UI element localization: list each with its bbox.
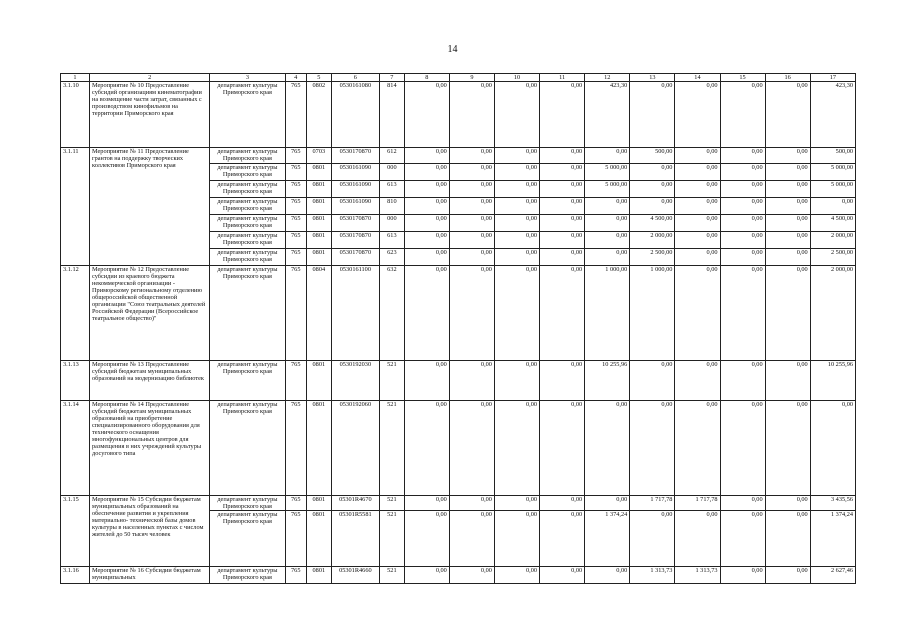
amount-cell: 0,00 — [449, 361, 494, 401]
amount-cell: 0,00 — [765, 148, 810, 164]
amount-cell: 0,00 — [449, 511, 494, 567]
department-cell: департамент культуры Приморского края — [210, 148, 285, 164]
amount-cell: 0,00 — [404, 82, 449, 148]
row-code: 3.1.12 — [61, 266, 90, 361]
column-number: 12 — [585, 74, 630, 82]
code-cell: 0801 — [306, 496, 331, 511]
department-cell: департамент культуры Приморского края — [210, 249, 285, 266]
column-number: 10 — [494, 74, 539, 82]
code-cell: 765 — [285, 361, 306, 401]
amount-cell: 500,00 — [810, 148, 855, 164]
amount-cell: 0,00 — [675, 232, 720, 249]
row-code: 3.1.11 — [61, 148, 90, 266]
table-row — [61, 567, 856, 584]
code-cell: 0703 — [306, 148, 331, 164]
table-row — [61, 361, 856, 401]
code-cell: 765 — [285, 232, 306, 249]
department-cell: департамент культуры Приморского края — [210, 215, 285, 232]
amount-cell: 0,00 — [540, 567, 585, 584]
department-cell: департамент культуры Приморского края — [210, 401, 285, 496]
amount-cell: 0,00 — [494, 401, 539, 496]
code-cell: 0530170870 — [331, 232, 379, 249]
amount-cell: 0,00 — [494, 361, 539, 401]
measure-title: Мероприятие № 10 Предоставление субсидий организациям кинематографии на возмещение части затрат, связанных с производством кинофильмов на территории Приморского края — [90, 82, 210, 148]
amount-cell: 1 000,00 — [630, 266, 675, 361]
amount-cell: 10 255,96 — [810, 361, 855, 401]
code-cell: 0801 — [306, 181, 331, 198]
amount-cell: 0,00 — [494, 511, 539, 567]
column-number: 11 — [540, 74, 585, 82]
code-cell: 765 — [285, 148, 306, 164]
amount-cell: 2 500,00 — [810, 249, 855, 266]
amount-cell: 0,00 — [765, 511, 810, 567]
amount-cell: 5 000,00 — [810, 164, 855, 181]
code-cell: 613 — [380, 232, 405, 249]
amount-cell: 0,00 — [494, 215, 539, 232]
amount-cell: 0,00 — [765, 181, 810, 198]
amount-cell: 0,00 — [404, 401, 449, 496]
amount-cell: 0,00 — [540, 496, 585, 511]
amount-cell: 1 717,78 — [675, 496, 720, 511]
amount-cell: 5 000,00 — [585, 181, 630, 198]
amount-cell: 0,00 — [449, 266, 494, 361]
code-cell: 0530161090 — [331, 198, 379, 215]
amount-cell: 0,00 — [494, 567, 539, 584]
amount-cell: 423,30 — [810, 82, 855, 148]
code-cell: 0801 — [306, 164, 331, 181]
amount-cell: 0,00 — [765, 496, 810, 511]
amount-cell: 0,00 — [404, 511, 449, 567]
code-cell: 613 — [380, 181, 405, 198]
amount-cell: 0,00 — [720, 148, 765, 164]
amount-cell: 0,00 — [675, 82, 720, 148]
row-code: 3.1.16 — [61, 567, 90, 584]
amount-cell: 0,00 — [675, 401, 720, 496]
amount-cell: 0,00 — [540, 401, 585, 496]
column-number: 14 — [675, 74, 720, 82]
department-cell: департамент культуры Приморского края — [210, 82, 285, 148]
amount-cell: 2 000,00 — [810, 232, 855, 249]
amount-cell: 0,00 — [765, 266, 810, 361]
amount-cell: 0,00 — [720, 266, 765, 361]
amount-cell: 0,00 — [540, 164, 585, 181]
amount-cell: 0,00 — [720, 215, 765, 232]
amount-cell: 2 627,46 — [810, 567, 855, 584]
amount-cell: 0,00 — [720, 401, 765, 496]
amount-cell: 0,00 — [675, 266, 720, 361]
amount-cell: 0,00 — [449, 181, 494, 198]
amount-cell: 0,00 — [404, 249, 449, 266]
code-cell: 0801 — [306, 567, 331, 584]
department-cell: департамент культуры Приморского края — [210, 164, 285, 181]
amount-cell: 0,00 — [630, 164, 675, 181]
code-cell: 765 — [285, 401, 306, 496]
amount-cell: 0,00 — [540, 232, 585, 249]
amount-cell: 0,00 — [810, 401, 855, 496]
amount-cell: 0,00 — [765, 249, 810, 266]
amount-cell: 0,00 — [720, 567, 765, 584]
amount-cell: 0,00 — [675, 361, 720, 401]
amount-cell: 4 500,00 — [810, 215, 855, 232]
budget-table — [60, 73, 856, 584]
amount-cell: 0,00 — [720, 82, 765, 148]
code-cell: 765 — [285, 164, 306, 181]
column-number: 2 — [90, 74, 210, 82]
amount-cell: 0,00 — [765, 198, 810, 215]
measure-title: Мероприятие № 16 Субсидии бюджетам муниципальных — [90, 567, 210, 584]
code-cell: 765 — [285, 266, 306, 361]
code-cell: 0530192030 — [331, 361, 379, 401]
amount-cell: 0,00 — [585, 198, 630, 215]
amount-cell: 0,00 — [494, 266, 539, 361]
amount-cell: 0,00 — [675, 249, 720, 266]
code-cell: 765 — [285, 496, 306, 511]
amount-cell: 0,00 — [494, 82, 539, 148]
amount-cell: 0,00 — [675, 215, 720, 232]
code-cell: 765 — [285, 249, 306, 266]
code-cell: 521 — [380, 496, 405, 511]
amount-cell: 0,00 — [810, 198, 855, 215]
department-cell: департамент культуры Приморского края — [210, 198, 285, 215]
amount-cell: 0,00 — [765, 567, 810, 584]
department-cell: департамент культуры Приморского края — [210, 496, 285, 511]
table-row — [61, 496, 856, 511]
amount-cell: 0,00 — [765, 82, 810, 148]
table-body — [61, 74, 856, 584]
amount-cell: 0,00 — [404, 232, 449, 249]
amount-cell: 0,00 — [494, 164, 539, 181]
code-cell: 0801 — [306, 215, 331, 232]
code-cell: 765 — [285, 215, 306, 232]
amount-cell: 0,00 — [630, 82, 675, 148]
amount-cell: 0,00 — [449, 567, 494, 584]
table-row — [61, 82, 856, 148]
amount-cell: 0,00 — [494, 181, 539, 198]
amount-cell: 0,00 — [449, 249, 494, 266]
measure-title: Мероприятие № 11 Предоставление грантов на поддержку творческих коллективов Приморского края — [90, 148, 210, 266]
amount-cell: 0,00 — [449, 401, 494, 496]
amount-cell: 0,00 — [540, 266, 585, 361]
amount-cell: 0,00 — [765, 361, 810, 401]
row-code: 3.1.14 — [61, 401, 90, 496]
amount-cell: 0,00 — [449, 198, 494, 215]
code-cell: 0802 — [306, 82, 331, 148]
measure-title: Мероприятие № 15 Субсидии бюджетам муниципальных образований на обеспечение развития и укрепления материально- технической базы домов культуры в населенных пунктах с числом жителей до 50 тысяч человек — [90, 496, 210, 567]
amount-cell: 0,00 — [494, 198, 539, 215]
code-cell: 0530161090 — [331, 164, 379, 181]
column-number: 17 — [810, 74, 855, 82]
code-cell: 521 — [380, 511, 405, 567]
amount-cell: 0,00 — [540, 215, 585, 232]
amount-cell: 0,00 — [540, 249, 585, 266]
amount-cell: 0,00 — [404, 164, 449, 181]
amount-cell: 0,00 — [540, 511, 585, 567]
code-cell: 521 — [380, 567, 405, 584]
code-cell: 765 — [285, 511, 306, 567]
amount-cell: 0,00 — [540, 148, 585, 164]
code-cell: 765 — [285, 567, 306, 584]
code-cell: 0530170870 — [331, 249, 379, 266]
amount-cell: 0,00 — [540, 198, 585, 215]
amount-cell: 0,00 — [449, 148, 494, 164]
amount-cell: 1 717,78 — [630, 496, 675, 511]
column-number: 13 — [630, 74, 675, 82]
amount-cell: 0,00 — [404, 181, 449, 198]
department-cell: департамент культуры Приморского края — [210, 181, 285, 198]
amount-cell: 0,00 — [404, 198, 449, 215]
amount-cell: 0,00 — [404, 567, 449, 584]
amount-cell: 5 000,00 — [810, 181, 855, 198]
code-cell: 0530192060 — [331, 401, 379, 496]
code-cell: 0801 — [306, 401, 331, 496]
amount-cell: 0,00 — [675, 148, 720, 164]
amount-cell: 0,00 — [449, 496, 494, 511]
column-number: 7 — [380, 74, 405, 82]
amount-cell: 0,00 — [630, 181, 675, 198]
amount-cell: 0,00 — [449, 164, 494, 181]
department-cell: департамент культуры Приморского края — [210, 361, 285, 401]
amount-cell: 0,00 — [540, 361, 585, 401]
amount-cell: 0,00 — [765, 401, 810, 496]
column-number: 9 — [449, 74, 494, 82]
column-number: 15 — [720, 74, 765, 82]
code-cell: 765 — [285, 82, 306, 148]
code-cell: 0530161090 — [331, 181, 379, 198]
amount-cell: 0,00 — [540, 82, 585, 148]
column-number: 8 — [404, 74, 449, 82]
code-cell: 000 — [380, 164, 405, 181]
amount-cell: 0,00 — [720, 249, 765, 266]
code-cell: 810 — [380, 198, 405, 215]
code-cell: 0530170870 — [331, 215, 379, 232]
amount-cell: 0,00 — [765, 215, 810, 232]
code-cell: 765 — [285, 181, 306, 198]
amount-cell: 0,00 — [449, 232, 494, 249]
code-cell: 632 — [380, 266, 405, 361]
column-number: 4 — [285, 74, 306, 82]
code-cell: 0801 — [306, 198, 331, 215]
amount-cell: 3 435,56 — [810, 496, 855, 511]
amount-cell: 2 000,00 — [810, 266, 855, 361]
code-cell: 814 — [380, 82, 405, 148]
table-row — [61, 266, 856, 361]
code-cell: 623 — [380, 249, 405, 266]
column-number: 1 — [61, 74, 90, 82]
amount-cell: 2 500,00 — [630, 249, 675, 266]
column-number: 5 — [306, 74, 331, 82]
code-cell: 0801 — [306, 232, 331, 249]
amount-cell: 0,00 — [675, 511, 720, 567]
code-cell: 05301R4670 — [331, 496, 379, 511]
amount-cell: 0,00 — [765, 164, 810, 181]
measure-title: Мероприятие № 13 Предоставление субсидий бюджетам муниципальных образований на модернизацию библиотек — [90, 361, 210, 401]
page-number: 14 — [447, 44, 458, 55]
code-cell: 0801 — [306, 511, 331, 567]
amount-cell: 1 374,24 — [810, 511, 855, 567]
amount-cell: 0,00 — [585, 215, 630, 232]
column-number: 6 — [331, 74, 379, 82]
amount-cell: 0,00 — [585, 232, 630, 249]
amount-cell: 0,00 — [720, 232, 765, 249]
amount-cell: 5 000,00 — [585, 164, 630, 181]
amount-cell: 0,00 — [765, 232, 810, 249]
table-row — [61, 148, 856, 164]
amount-cell: 0,00 — [404, 361, 449, 401]
amount-cell: 0,00 — [404, 266, 449, 361]
code-cell: 0530170870 — [331, 148, 379, 164]
amount-cell: 10 255,96 — [585, 361, 630, 401]
amount-cell: 0,00 — [449, 215, 494, 232]
amount-cell: 1 313,73 — [630, 567, 675, 584]
amount-cell: 0,00 — [404, 496, 449, 511]
amount-cell: 0,00 — [494, 249, 539, 266]
amount-cell: 0,00 — [540, 181, 585, 198]
amount-cell: 0,00 — [720, 511, 765, 567]
amount-cell: 1 000,00 — [585, 266, 630, 361]
amount-cell: 0,00 — [720, 164, 765, 181]
code-cell: 521 — [380, 361, 405, 401]
department-cell: департамент культуры Приморского края — [210, 511, 285, 567]
code-cell: 521 — [380, 401, 405, 496]
measure-title: Мероприятие № 14 Предоставление субсидий бюджетам муниципальных образований на приобретение специализированного оборудования для технического оснащения многофункциональных центров для размещения в них учреждений культуры досугового типа — [90, 401, 210, 496]
code-cell: 612 — [380, 148, 405, 164]
code-cell: 05301R4660 — [331, 567, 379, 584]
amount-cell: 0,00 — [720, 361, 765, 401]
row-code: 3.1.13 — [61, 361, 90, 401]
code-cell: 0530161080 — [331, 82, 379, 148]
department-cell: департамент культуры Приморского края — [210, 567, 285, 584]
amount-cell: 0,00 — [675, 198, 720, 215]
code-cell: 0530161100 — [331, 266, 379, 361]
amount-cell: 0,00 — [585, 148, 630, 164]
row-code: 3.1.10 — [61, 82, 90, 148]
amount-cell: 0,00 — [720, 181, 765, 198]
amount-cell: 500,00 — [630, 148, 675, 164]
amount-cell: 0,00 — [404, 215, 449, 232]
amount-cell: 1 374,24 — [585, 511, 630, 567]
amount-cell: 0,00 — [630, 401, 675, 496]
column-number: 3 — [210, 74, 285, 82]
amount-cell: 423,30 — [585, 82, 630, 148]
amount-cell: 0,00 — [630, 361, 675, 401]
department-cell: департамент культуры Приморского края — [210, 232, 285, 249]
amount-cell: 0,00 — [494, 148, 539, 164]
amount-cell: 1 313,73 — [675, 567, 720, 584]
amount-cell: 2 000,00 — [630, 232, 675, 249]
column-number-row — [61, 74, 856, 82]
amount-cell: 4 500,00 — [630, 215, 675, 232]
code-cell: 0801 — [306, 249, 331, 266]
code-cell: 000 — [380, 215, 405, 232]
amount-cell: 0,00 — [585, 567, 630, 584]
code-cell: 0801 — [306, 361, 331, 401]
amount-cell: 0,00 — [585, 496, 630, 511]
department-cell: департамент культуры Приморского края — [210, 266, 285, 361]
measure-title: Мероприятие № 12 Предоставление субсидии из краевого бюджета некоммерческой организации - Приморскому региональному отделению общероссийской общественной организации "Союз театральных деятелей Российской Федерации (Всероссийское театральное общество)" — [90, 266, 210, 361]
column-number: 16 — [765, 74, 810, 82]
amount-cell: 0,00 — [630, 198, 675, 215]
row-code: 3.1.15 — [61, 496, 90, 567]
code-cell: 765 — [285, 198, 306, 215]
amount-cell: 0,00 — [720, 496, 765, 511]
amount-cell: 0,00 — [404, 148, 449, 164]
amount-cell: 0,00 — [675, 181, 720, 198]
code-cell: 05301R5581 — [331, 511, 379, 567]
table-row — [61, 401, 856, 496]
amount-cell: 0,00 — [585, 249, 630, 266]
amount-cell: 0,00 — [449, 82, 494, 148]
code-cell: 0804 — [306, 266, 331, 361]
amount-cell: 0,00 — [720, 198, 765, 215]
amount-cell: 0,00 — [585, 401, 630, 496]
amount-cell: 0,00 — [675, 164, 720, 181]
amount-cell: 0,00 — [494, 496, 539, 511]
amount-cell: 0,00 — [630, 511, 675, 567]
amount-cell: 0,00 — [494, 232, 539, 249]
